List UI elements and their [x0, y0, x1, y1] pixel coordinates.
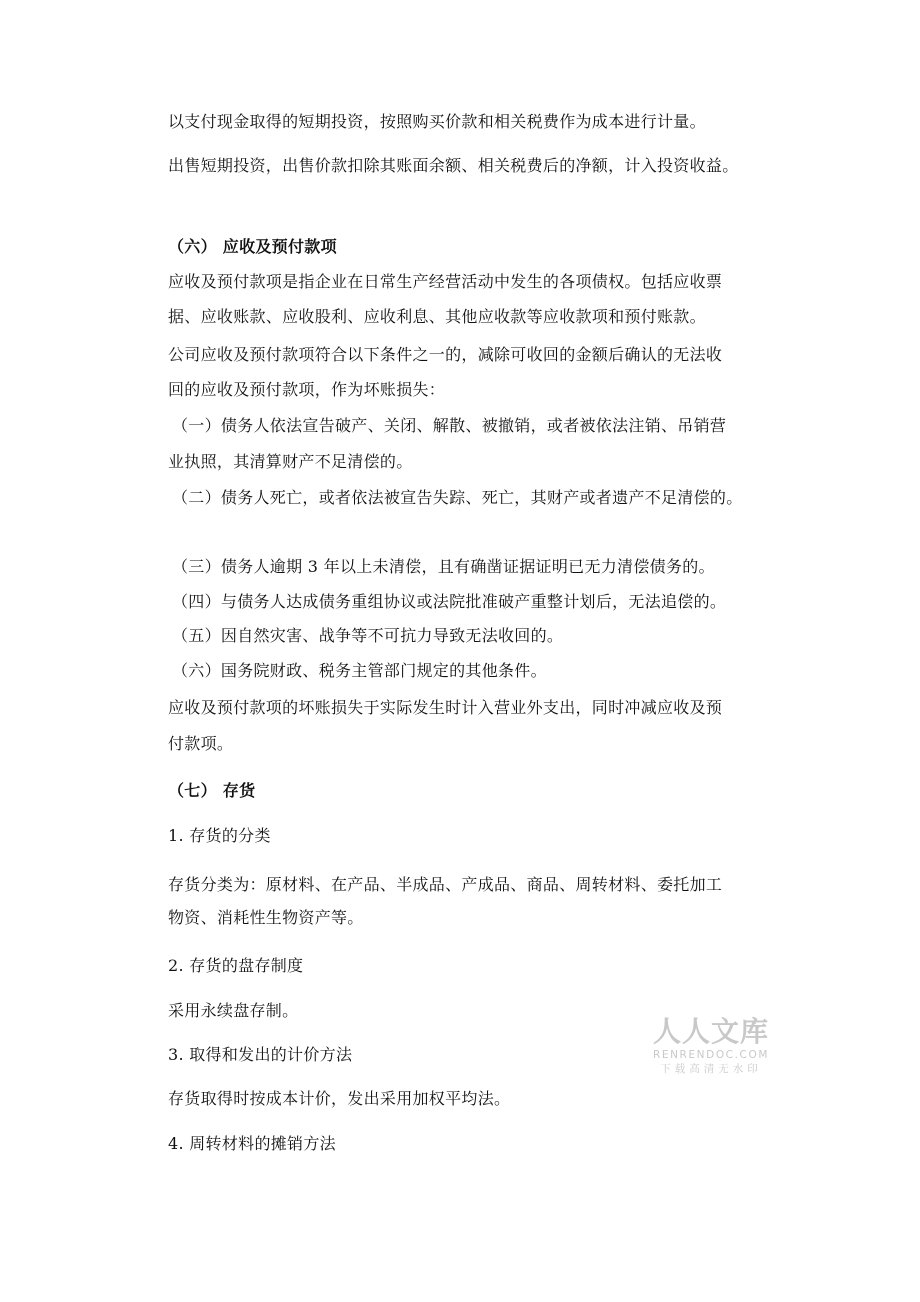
list-item: （二）债务人死亡，或者依法被宣告失踪、死亡，其财产或者遗产不足清偿的。	[172, 488, 743, 507]
subsection-heading: 4. 周转材料的摊销方法	[168, 1134, 336, 1153]
list-item-continuation: 业执照，其清算财产不足清偿的。	[168, 452, 413, 471]
watermark-title: 人人文库	[652, 1015, 769, 1048]
section-heading: （七） 存货	[168, 781, 256, 800]
paragraph-line: 付款项。	[168, 734, 234, 753]
paragraph-line: 应收及预付款项的坏账损失于实际发生时计入营业外支出，同时冲减应收及预	[168, 698, 723, 717]
section-heading: （六） 应收及预付款项	[168, 237, 337, 256]
paragraph-line: 存货分类为：原材料、在产品、半成品、产成品、商品、周转材料、委托加工	[168, 875, 723, 894]
paragraph-line: 出售短期投资，出售价款扣除其账面余额、相关税费后的净额，计入投资收益。	[168, 156, 739, 175]
watermark-logo	[648, 1016, 774, 1076]
subsection-heading: 3. 取得和发出的计价方法	[168, 1045, 353, 1064]
paragraph-line: 公司应收及预付款项符合以下条件之一的，减除可收回的金额后确认的无法收	[168, 345, 723, 364]
list-item: （四）与债务人达成债务重组协议或法院批准破产重整计划后，无法追偿的。	[172, 592, 727, 611]
paragraph-line: 以支付现金取得的短期投资，按照购买价款和相关税费作为成本进行计量。	[168, 112, 706, 131]
list-item: （三）债务人逾期 3 年以上未清偿，且有确凿证据证明已无力清偿债务的。	[172, 557, 715, 576]
watermark-domain: RENRENDOC.COM	[652, 1049, 770, 1061]
subsection-heading: 1. 存货的分类	[168, 826, 271, 845]
list-item: （六）国务院财政、税务主管部门规定的其他条件。	[172, 661, 547, 680]
paragraph-line: 物资、消耗性生物资产等。	[168, 908, 364, 927]
paragraph-line: 应收及预付款项是指企业在日常生产经营活动中发生的各项债权。包括应收票	[168, 272, 723, 291]
paragraph-line: 据、应收账款、应收股利、应收利息、其他应收款等应收款项和预付账款。	[168, 307, 706, 326]
list-item: （五）因自然灾害、战争等不可抗力导致无法收回的。	[172, 626, 564, 645]
subsection-heading: 2. 存货的盘存制度	[168, 956, 304, 975]
paragraph-line: 采用永续盘存制。	[168, 1001, 299, 1020]
paragraph-line: 存货取得时按成本计价，发出采用加权平均法。	[168, 1089, 511, 1108]
list-item: （一）债务人依法宣告破产、关闭、解散、被撤销，或者被依法注销、吊销营	[172, 416, 727, 435]
watermark-slogan: 下载高清无水印	[660, 1063, 762, 1075]
paragraph-line: 回的应收及预付款项，作为坏账损失：	[168, 380, 446, 399]
